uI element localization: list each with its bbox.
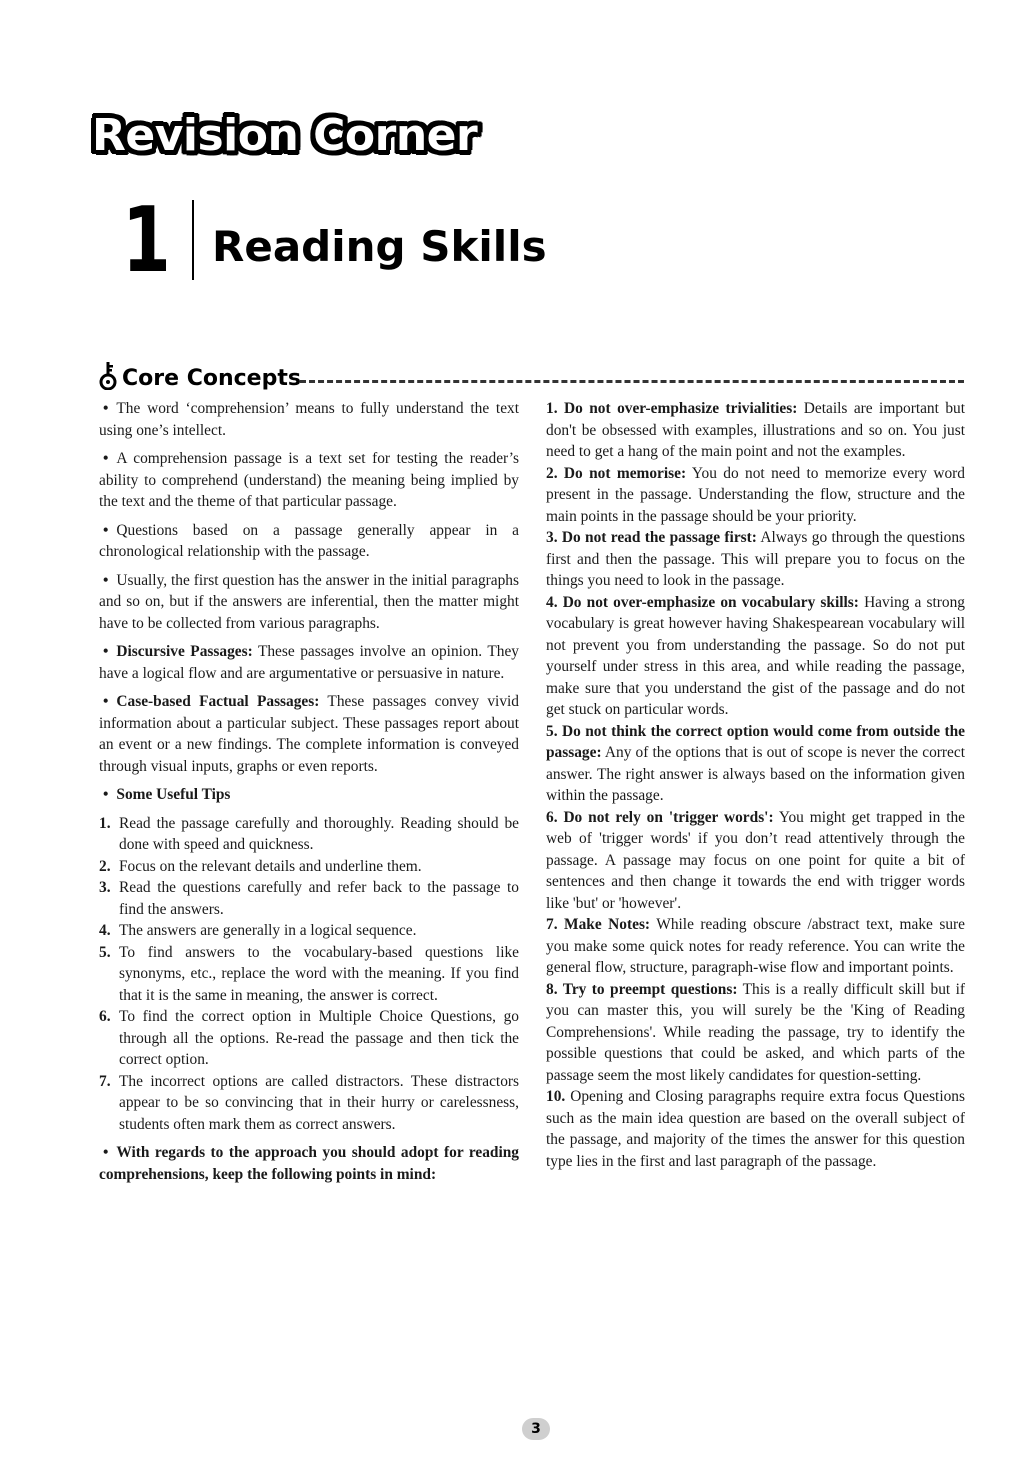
- term-text: These passages convey vivid information about a particular subject. These passages report about an event or a new findings. The complete information is conveyed through visual inputs, graphs or even reports.: [99, 693, 519, 775]
- point-paragraph: 6. Do not rely on 'trigger words': You might get trapped in the web of 'trigger words' if you don’t read attentively through the passage. A passage may focus on one point for quite a bit of sentences and then change it towards the end with trigger words like 'but' or 'however'.: [546, 808, 965, 912]
- point-paragraph: 3. Do not read the passage first: Always go through the questions first and then the passage. This will prepare you to focus on the things you need to look in the passage.: [546, 529, 966, 589]
- revision-corner-heading: Revision Corner: [92, 110, 478, 161]
- point-paragraph: 8. Try to preempt questions: This is a really difficult skill but if you can master this, you will surely be the 'King of Reading Comprehensions'. While reading the passage, try to identify the possible questions that could be asked, and which parts of the passage seem the most likely candidates for question-setting.: [546, 980, 965, 1084]
- term-label: Discursive Passages:: [116, 643, 253, 660]
- point-paragraph: 1. Do not over-emphasize trivialities: Details are important but don't be obsessed with examples, illustrations and so on. You just need to get a hang of the main point and not the examples.: [546, 400, 966, 460]
- tips-heading: • Some Useful Tips: [99, 784, 519, 806]
- tips-list: [99, 813, 519, 1136]
- list-item: 1. Read the passage carefully and thoroughly. Reading should be done with speed and quickness.: [99, 814, 519, 853]
- concept-paragraph: • Usually, the first question has the answer in the initial paragraphs and so on, but if the answers are inferential, then the matter might have to be collected from various paragraphs.: [99, 570, 519, 635]
- chapter-title: Reading Skills: [212, 222, 547, 271]
- chapter-number: 1: [122, 188, 171, 293]
- concept-paragraph: • The word ‘comprehension’ means to fully understand the text using one’s intellect.: [99, 398, 519, 441]
- chapter-divider: [192, 200, 194, 280]
- page-number: 3: [522, 1418, 550, 1440]
- concept-paragraph: [99, 641, 519, 684]
- left-column: [99, 398, 519, 1192]
- list-item: 4. The answers are generally in a logical sequence.: [99, 922, 417, 939]
- concept-paragraph: • Questions based on a passage generally appear in a chronological relationship with the passage.: [99, 520, 519, 563]
- point-paragraph: 7. Make Notes: While reading obscure /abstract text, make sure you make some quick notes for ready reference. You can write the general flow, structure, paragraph-wise flow and important points.: [546, 916, 965, 976]
- concept-paragraph: [99, 691, 519, 777]
- list-item: 5. To find answers to the vocabulary-based questions like synonyms, etc., replace the word with the meaning. If you find that it is the same in meaning, the answer is correct.: [99, 943, 519, 1004]
- section-title: Core Concepts: [122, 366, 301, 391]
- list-item: 6. To find the correct option in Multiple Choice Questions, go through all the options. Re-read the passage and then tick the correct option.: [99, 1008, 519, 1068]
- approach-paragraph: • With regards to the approach you should adopt for reading comprehensions, keep the following points in mind:: [99, 1142, 519, 1185]
- concept-paragraph: • A comprehension passage is a text set for testing the reader’s ability to comprehend (understand) the meaning being implied by the text and the theme of that particular passage.: [99, 448, 519, 513]
- point-paragraph: 4. Do not over-emphasize on vocabulary skills: Having a strong vocabulary is great however having Shakespearean vocabulary will not prevent you from understanding the passage. So do not put yourself under stress in this area, and while reading the passage, make sure that you understand the gist of the passage and do not get stuck on particular words.: [546, 593, 965, 718]
- list-item: 7. The incorrect options are called distractors. These distractors appear to be so convincing that in their hurry or carelessness, students often mark them as correct answers.: [99, 1072, 519, 1133]
- point-paragraph: 10. Opening and Closing paragraphs require extra focus Questions such as the main idea question are based on the overall subject of the passage, and majority of the times the answer for this question type lies in the first and last paragraph of the passage.: [546, 1088, 965, 1170]
- point-paragraph: 2. Do not memorise: You do not need to memorize every word present in the passage. Understanding the flow, structure and the main points in the passage should be your priority.: [546, 464, 965, 525]
- section-divider: [300, 380, 964, 383]
- term-text: These passages involve an opinion. They have a logical flow and are argumentative or persuasive in nature.: [99, 643, 520, 682]
- list-item: 2. Focus on the relevant details and underline them.: [99, 857, 422, 875]
- right-column: [546, 398, 965, 1172]
- point-paragraph: 5. Do not think the correct option would come from outside the passage: Any of the options that is out of scope is never the correct answer. The right answer is always based on the information given within the passage.: [546, 722, 965, 804]
- list-item: 3. Read the questions carefully and refer back to the passage to find the answers.: [99, 879, 519, 918]
- key-icon: [98, 362, 118, 390]
- term-label: Case-based Factual Passages:: [116, 693, 320, 710]
